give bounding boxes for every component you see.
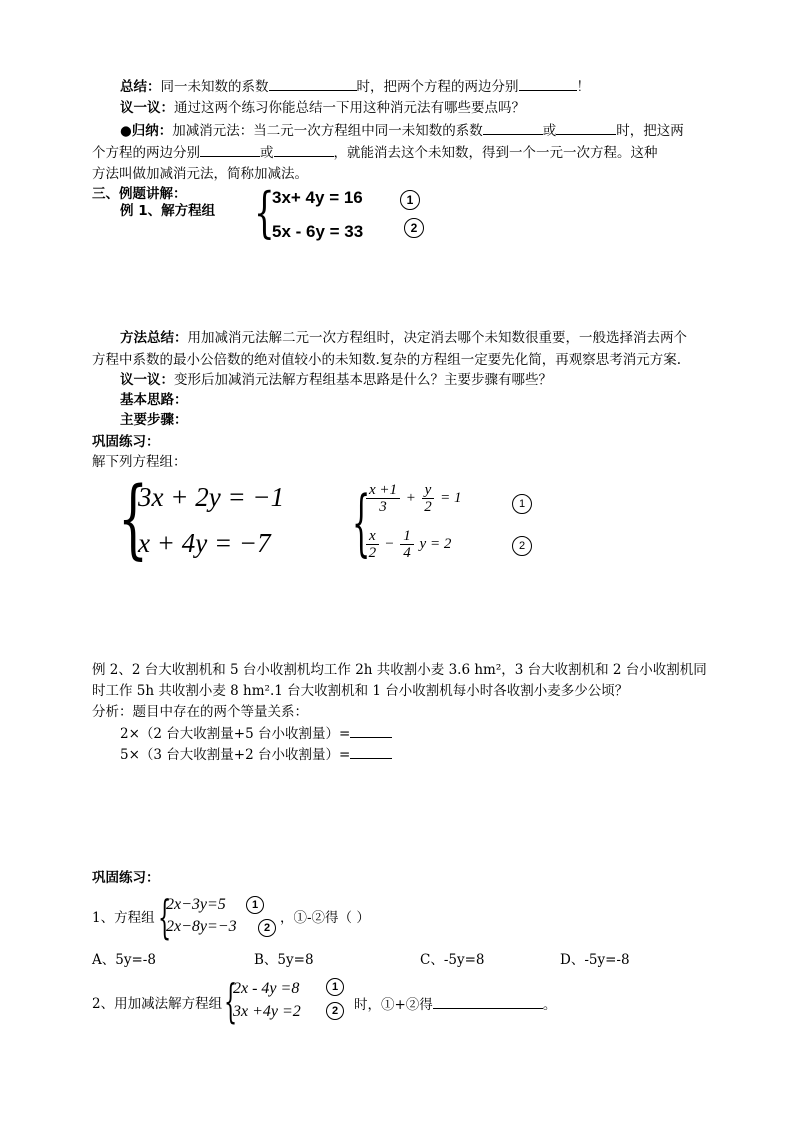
blank[interactable] <box>433 994 543 1009</box>
example2-relation-1 <box>120 723 392 744</box>
example2-analysis: 分析：题目中存在的两个等量关系： <box>92 704 308 720</box>
summary-label: 总结： <box>120 79 161 95</box>
example2-relation-2 <box>120 744 392 765</box>
conclude-line-2 <box>92 142 658 163</box>
brace-icon: { <box>352 480 371 564</box>
blank[interactable] <box>350 744 392 759</box>
example1-label: 例 1、解方程组 <box>120 203 216 219</box>
denominator: 3 <box>379 499 387 515</box>
minus-sign: − <box>384 535 395 552</box>
blank[interactable] <box>519 76 577 91</box>
circled-1-icon: 1 <box>326 978 344 996</box>
circled-2-icon: 2 <box>326 1002 344 1020</box>
practice1-title: 巩固练习： <box>92 434 160 450</box>
summary-text-2: 时，把两个方程的两边分别 <box>356 79 519 95</box>
conclude-line-3: 方法叫做加减消元法，简称加减法。 <box>92 166 308 182</box>
main-steps-label: 主要步骤： <box>120 412 188 428</box>
summary-text-1: 同一未知数的系数 <box>160 79 269 95</box>
method-text-1: 用加减消元法解二元一次方程组时，决定消去哪个未知数很重要，一般选择消去两个 <box>187 330 687 346</box>
q1-suffix: ，①-②得（ ） <box>280 910 370 926</box>
discuss-text: 通过这两个练习你能总结一下用这种消元法有哪些要点吗？ <box>174 100 525 116</box>
basic-idea-label: 基本思路： <box>120 392 188 408</box>
option-a[interactable]: A、5y=-8 <box>92 952 156 968</box>
brace-icon: { <box>118 469 149 569</box>
fraction <box>400 528 414 561</box>
example1-eq1-text: 3x+ 4y = 16 <box>272 188 363 207</box>
method-label: 方法总结： <box>120 330 188 346</box>
system1-eq1: 3x + 2y = −1 <box>138 482 285 512</box>
q1-eq1: 2x−3y=5 <box>166 896 226 913</box>
variable: y <box>419 535 427 552</box>
brace-icon: { <box>224 974 238 1028</box>
rhs: = 1 <box>440 489 462 506</box>
plus-sign: + <box>405 489 416 506</box>
numerator: x +1 <box>366 482 400 499</box>
section-heading: 三、例题讲解： <box>92 186 187 202</box>
blank[interactable] <box>350 723 392 738</box>
conclude-text-3: 个方程的两边分别 <box>92 145 200 161</box>
practice2-title: 巩固练习： <box>92 870 160 886</box>
denominator: 2 <box>368 545 377 561</box>
example1-eq2-text: 5x - 6y = 33 <box>272 222 364 241</box>
q2-end: 。 <box>542 997 557 1013</box>
discuss-line-1 <box>120 98 525 118</box>
method-line-2: 方程中系数的最小公倍数的绝对值较小的未知数.复杂的方程组一定要先化简，再观察思考消元方案. <box>92 352 682 368</box>
conclude-text-2: 时，把这两 <box>616 123 684 139</box>
circled-2-icon: 2 <box>512 536 532 556</box>
method-line-1 <box>120 328 687 348</box>
example2-line-2: 时工作 5h 共收割小麦 8 hm².1 台大收割机和 1 台小收割机每小时各收割小麦多少公顷？ <box>92 683 629 699</box>
summary-end: ！ <box>576 79 590 95</box>
conclude-line-1 <box>120 120 684 141</box>
practice1-prompt: 解下列方程组： <box>92 454 187 470</box>
fraction <box>422 482 435 515</box>
example2-line-1: 例 2、2 台大收割机和 5 台小收割机均工作 2h 共收割小麦 3.6 hm²，3 台大收割机和 2 台小收割机同 <box>92 662 707 678</box>
numerator: y <box>422 482 435 499</box>
numerator: 1 <box>400 528 414 545</box>
example1-eq1 <box>272 188 363 208</box>
relation-text: 2×（2 台大收割量+5 台小收割量）= <box>120 726 351 742</box>
blank[interactable] <box>200 142 260 157</box>
system2-eq2 <box>364 528 451 561</box>
relation-text: 5×（3 台大收割量+2 台小收割量）= <box>120 747 351 763</box>
blank[interactable] <box>556 120 616 135</box>
denominator: 2 <box>424 499 432 515</box>
discuss2-label: 议一议： <box>120 372 174 388</box>
q2-prefix: 2、用加减法解方程组 <box>92 996 223 1012</box>
conclude-label: ●归纳： <box>120 123 173 139</box>
circled-1-icon: 1 <box>400 190 420 210</box>
conclude-text-1: 加减消元法：当二元一次方程组中同一未知数的系数 <box>172 123 483 139</box>
conclude-text-4: ，就能消去这个未知数，得到一个一元一次方程。这种 <box>333 145 658 161</box>
system1-eq2: x + 4y = −7 <box>138 528 271 558</box>
rhs: = 2 <box>429 535 452 552</box>
circled-1-icon: 1 <box>512 494 532 514</box>
fraction <box>366 528 379 561</box>
circled-1-icon: 1 <box>246 896 264 914</box>
denominator: 4 <box>403 545 411 561</box>
system2-eq1 <box>364 482 461 515</box>
q2-suffix: 时，①+②得 <box>354 997 433 1013</box>
blank[interactable] <box>483 120 543 135</box>
example1-eq2 <box>272 222 363 242</box>
blank[interactable] <box>274 142 334 157</box>
circled-2-icon: 2 <box>258 919 276 937</box>
q1-eq2: 2x−8y=−3 <box>166 918 237 935</box>
option-c[interactable]: C、-5y=8 <box>420 952 485 968</box>
brace-icon: { <box>158 890 172 944</box>
q2-eq1: 2x - 4y =8 <box>233 980 300 997</box>
conclude-or-1: 或 <box>542 123 557 139</box>
fraction <box>366 482 400 515</box>
q2-suffix-line <box>354 994 556 1015</box>
circled-2-icon: 2 <box>404 218 424 238</box>
discuss-label: 议一议： <box>120 100 174 116</box>
option-d[interactable]: D、-5y=-8 <box>560 952 630 968</box>
discuss-line-2 <box>120 370 552 390</box>
discuss2-text: 变形后加减消元法解方程组基本思路是什么？主要步骤有哪些？ <box>174 372 552 388</box>
option-b[interactable]: B、5y=8 <box>254 952 314 968</box>
q2-eq2: 3x +4y =2 <box>233 1003 301 1020</box>
q1-prefix: 1、方程组 <box>92 910 155 926</box>
summary-line <box>120 76 590 97</box>
blank[interactable] <box>269 76 357 91</box>
brace-icon: { <box>254 181 275 244</box>
numerator: x <box>366 528 379 545</box>
conclude-or-2: 或 <box>260 145 274 161</box>
